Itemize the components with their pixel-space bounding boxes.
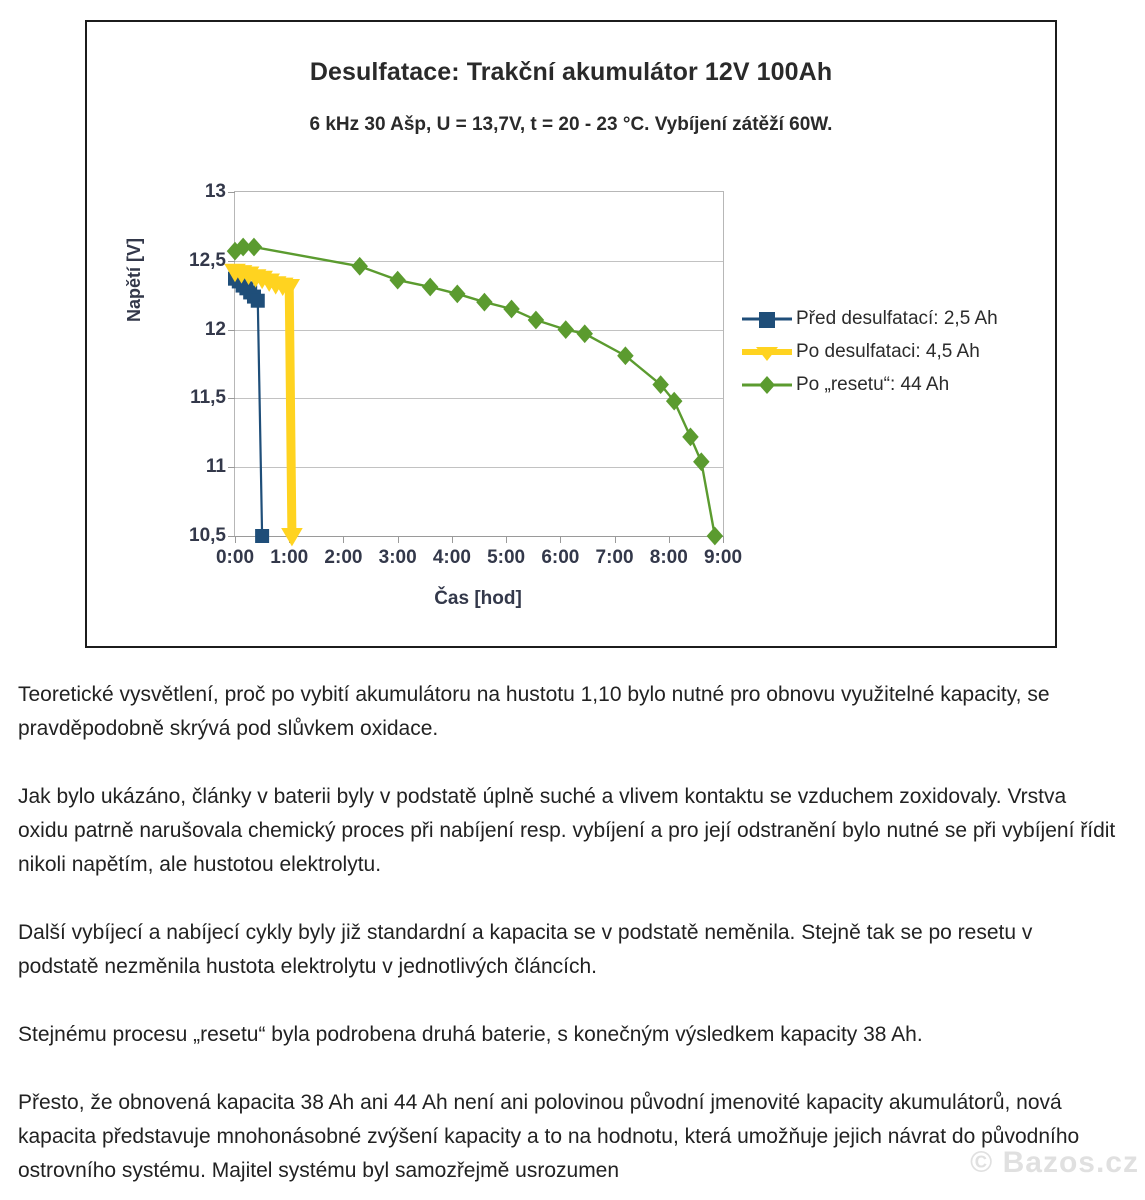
series-marker bbox=[389, 271, 406, 290]
series-marker bbox=[351, 257, 368, 276]
series-marker bbox=[693, 452, 710, 471]
y-axis-tick-label: 12 bbox=[204, 318, 226, 340]
y-axis-tick-label: 11,5 bbox=[190, 387, 226, 409]
y-axis-tick bbox=[228, 536, 235, 537]
chart-series bbox=[227, 238, 723, 546]
article-body bbox=[18, 678, 1118, 1188]
legend-item-label: Po desulfataci: 4,5 Ah bbox=[796, 340, 980, 362]
chart-subtitle: 6 kHz 30 Ašp, U = 13,7V, t = 20 - 23 °C. Vybíjení zátěží 60W. bbox=[309, 114, 833, 135]
x-axis-tick bbox=[398, 536, 399, 543]
plot-area bbox=[189, 181, 743, 568]
x-axis-tick-label: 6:00 bbox=[541, 547, 580, 568]
x-axis-tick-label: 4:00 bbox=[432, 547, 471, 568]
series-line bbox=[235, 247, 715, 536]
y-axis-tick-label: 10,5 bbox=[189, 525, 226, 546]
y-axis-tick-label: 12,5 bbox=[189, 249, 226, 271]
x-axis-tick-label: 2:00 bbox=[324, 547, 363, 568]
y-axis-tick bbox=[228, 261, 235, 262]
series-marker bbox=[422, 278, 439, 297]
x-axis-tick-label: 9:00 bbox=[703, 547, 743, 568]
watermark: © Bazos.cz bbox=[970, 1146, 1139, 1179]
y-axis-tick-label: 13 bbox=[204, 181, 226, 202]
y-axis-tick bbox=[228, 398, 235, 399]
x-axis-tick bbox=[669, 536, 670, 543]
series-marker bbox=[476, 293, 492, 312]
series-line bbox=[235, 279, 262, 536]
article-paragraph: Další vybíjecí a nabíjecí cykly byly již standardní a kapacita se v podstatě neměnila. Stejně tak se po resetu v podstatě nezměnila hustota elektrolytu v jednotlivých článcích. bbox=[18, 921, 1033, 979]
series-marker bbox=[503, 300, 520, 319]
series-marker bbox=[449, 284, 466, 303]
series-marker bbox=[281, 528, 303, 546]
chart-figure bbox=[85, 20, 1057, 648]
x-axis-tick bbox=[560, 536, 561, 543]
x-axis-tick bbox=[343, 536, 344, 543]
x-axis-tick bbox=[452, 536, 453, 543]
x-axis-tick-label: 0:00 bbox=[215, 547, 255, 568]
chart-legend bbox=[742, 302, 1047, 401]
x-axis-tick bbox=[506, 536, 507, 543]
legend-item-label: Po „resetu“: 44 Ah bbox=[796, 373, 950, 395]
series-marker bbox=[682, 428, 699, 447]
series-marker bbox=[528, 311, 545, 330]
article-paragraph: Stejnému procesu „resetu“ byla podrobena druhá baterie, s konečným výsledkem kapacity 38 Ah. bbox=[18, 1023, 923, 1047]
legend-item[interactable] bbox=[742, 302, 1047, 335]
legend-item-label: Před desulfatací: 2,5 Ah bbox=[796, 307, 998, 329]
article-paragraph: Teoretické vysvětlení, proč po vybití akumulátoru na hustotu 1,10 bylo nutné pro obnovu využitelné kapacity, se pravděpodobně skrývá pod slůvkem oxidace. bbox=[18, 683, 1050, 741]
y-axis-tick-label: 11 bbox=[205, 456, 226, 478]
x-axis-tick bbox=[723, 536, 724, 543]
x-axis-title: Čas [hod] bbox=[434, 588, 522, 609]
x-axis-tick-label: 8:00 bbox=[649, 547, 688, 568]
chart-title: Desulfatace: Trakční akumulátor 12V 100Ah bbox=[309, 58, 833, 86]
legend-marker-square bbox=[742, 307, 796, 331]
chart-series bbox=[228, 272, 269, 543]
legend-item[interactable] bbox=[742, 335, 1047, 368]
y-axis-tick bbox=[228, 467, 235, 468]
series-marker bbox=[576, 324, 593, 343]
x-axis-tick-label: 1:00 bbox=[270, 547, 309, 568]
series-marker bbox=[617, 346, 634, 365]
series-line bbox=[235, 272, 292, 536]
article-paragraph: Přesto, že obnovená kapacita 38 Ah ani 44 Ah není ani polovinou původní jmenovité kapacity akumulátorů, nová kapacita představuje mnohonásobné zvýšení kapacity a to na hodnotu, která umožňuje jejich návrat do původního ostrovního systému. Majitel systému byl samozřejmě usrozumen bbox=[18, 1091, 1080, 1183]
series-marker bbox=[255, 529, 269, 543]
x-axis-tick-label: 3:00 bbox=[378, 547, 417, 568]
legend-marker-triangle-down bbox=[742, 340, 796, 364]
article-paragraph: Jak bylo ukázáno, články v baterii byly v podstatě úplně suché a vlivem kontaktu se vzduchem zoxidovaly. Vrstva oxidu patrně narušovala chemický proces při nabíjení resp. vybíjení a pro její odstranění bylo nutné se při vybíjení řídit nikoli napětím, ale hustotou elektrolytu. bbox=[18, 785, 1116, 877]
series-marker bbox=[251, 294, 265, 308]
legend-item[interactable] bbox=[742, 368, 1047, 401]
x-axis-tick bbox=[615, 536, 616, 543]
series-marker bbox=[707, 527, 724, 546]
x-axis-tick-label: 5:00 bbox=[487, 547, 526, 568]
series-marker bbox=[246, 238, 263, 257]
y-axis-tick bbox=[228, 330, 235, 331]
legend-marker-diamond bbox=[742, 373, 796, 397]
chart-series-layer bbox=[235, 192, 723, 536]
y-axis-tick bbox=[228, 192, 235, 193]
y-axis-title: Napětí [V] bbox=[124, 237, 144, 322]
x-axis-tick bbox=[235, 536, 236, 543]
x-axis-tick-label: 7:00 bbox=[595, 547, 634, 568]
series-marker bbox=[558, 320, 575, 339]
